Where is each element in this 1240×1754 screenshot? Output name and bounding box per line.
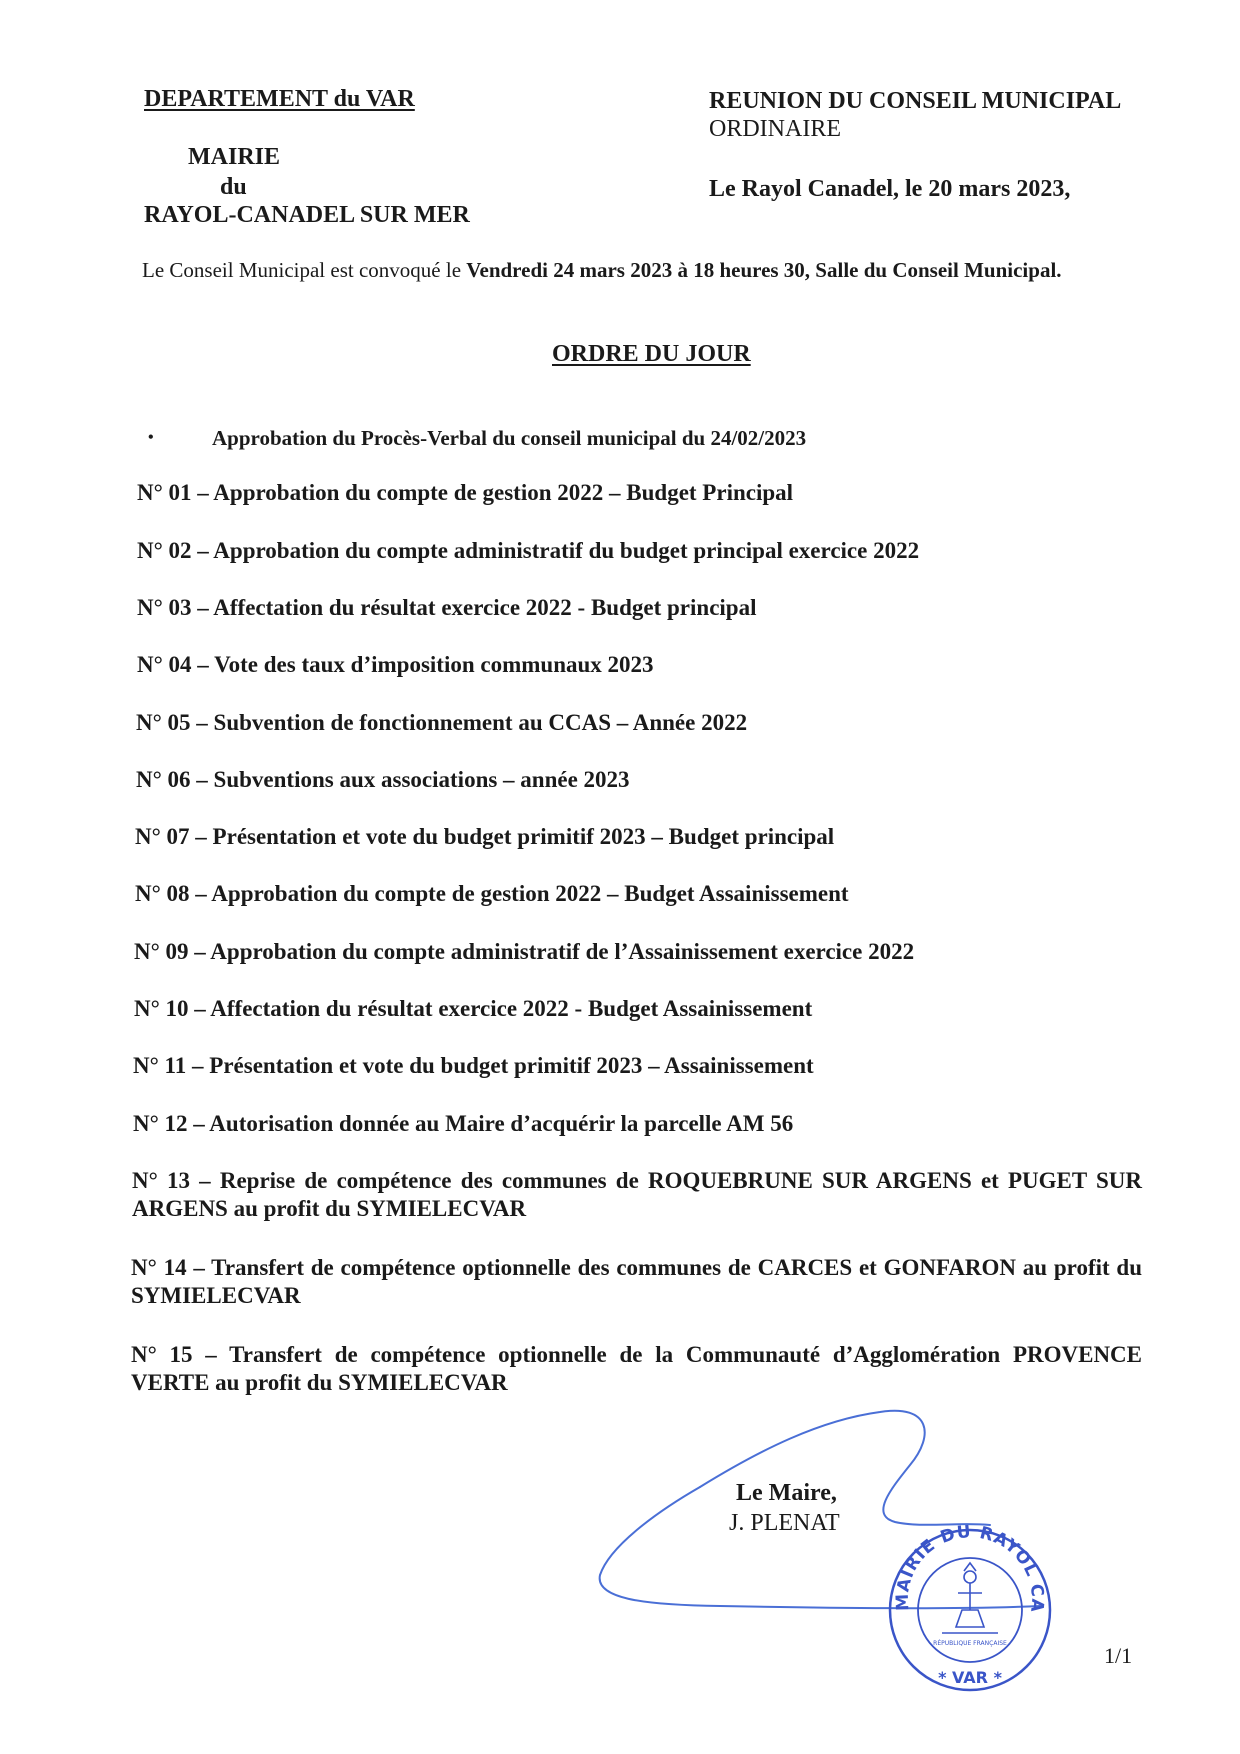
mairie-line-3: RAYOL-CANADEL SUR MER [144, 202, 470, 228]
agenda-item-08: N° 08 – Approbation du compte de gestion 2022 – Budget Assainissement [135, 881, 849, 906]
stamp-ring-text: MAIRIE DU RAYOL CANADEL SUR MER [871, 1500, 1048, 1614]
agenda-item-13: N° 13 – Reprise de compétence des communes de ROQUEBRUNE SUR ARGENS et PUGET SUR ARGENS au profit du SYMIELECVAR [132, 1168, 1142, 1221]
agenda-item-03: N° 03 – Affectation du résultat exercice 2022 - Budget principal [137, 595, 757, 620]
agenda-item-01: N° 01 – Approbation du compte de gestion 2022 – Budget Principal [137, 480, 794, 505]
stamp-bottom-text: * VAR * [938, 1668, 1002, 1687]
convocation-details: Vendredi 24 mars 2023 à 18 heures 30, Salle du Conseil Municipal. [466, 258, 1062, 282]
mairie-line-1: MAIRIE [188, 144, 281, 170]
mairie-line-2: du [220, 174, 247, 200]
agenda-title: ORDRE DU JOUR [552, 341, 751, 367]
convocation-intro: Le Conseil Municipal est convoqué le [142, 258, 467, 282]
signature-title: Le Maire, [736, 1480, 837, 1506]
agenda-item-05: N° 05 – Subvention de fonctionnement au CCAS – Année 2022 [136, 710, 748, 735]
agenda-item-04: N° 04 – Vote des taux d’imposition communaux 2023 [137, 652, 654, 677]
marianne-emblem-icon [942, 1563, 998, 1633]
page-number: 1/1 [1104, 1643, 1133, 1668]
signature-name: J. PLENAT [729, 1510, 840, 1536]
agenda-item-14: N° 14 – Transfert de compétence optionnelle des communes de CARCES et GONFARON au profit du SYMIELECVAR [131, 1255, 1142, 1308]
stamp-inner-text: RÉPUBLIQUE FRANÇAISE [933, 1640, 1007, 1647]
convocation-line [142, 256, 1062, 284]
agenda-preliminary-text: Approbation du Procès-Verbal du conseil municipal du 24/02/2023 [212, 426, 807, 450]
meeting-title: REUNION DU CONSEIL MUNICIPAL [709, 88, 1122, 114]
department-heading: DEPARTEMENT du VAR [144, 86, 415, 112]
agenda-item-11: N° 11 – Présentation et vote du budget primitif 2023 – Assainissement [133, 1053, 814, 1078]
agenda-item-15: N° 15 – Transfert de compétence optionnelle de la Communauté d’Agglomération PROVENCE VERTE au profit du SYMIELECVAR [131, 1342, 1142, 1395]
agenda-item-07: N° 07 – Présentation et vote du budget primitif 2023 – Budget principal [135, 824, 835, 849]
agenda-item-06: N° 06 – Subventions aux associations – année 2023 [136, 767, 630, 792]
mairie-stamp [871, 1500, 1060, 1695]
agenda-item-12: N° 12 – Autorisation donnée au Maire d’acquérir la parcelle AM 56 [133, 1111, 794, 1136]
bullet-icon: • [148, 429, 154, 446]
meeting-type: ORDINAIRE [709, 116, 841, 142]
agenda-item-10: N° 10 – Affectation du résultat exercice 2022 - Budget Assainissement [134, 996, 813, 1021]
agenda-item-09: N° 09 – Approbation du compte administratif de l’Assainissement exercice 2022 [134, 939, 915, 964]
place-date: Le Rayol Canadel, le 20 mars 2023, [709, 176, 1071, 202]
agenda-item-02: N° 02 – Approbation du compte administratif du budget principal exercice 2022 [137, 538, 920, 563]
